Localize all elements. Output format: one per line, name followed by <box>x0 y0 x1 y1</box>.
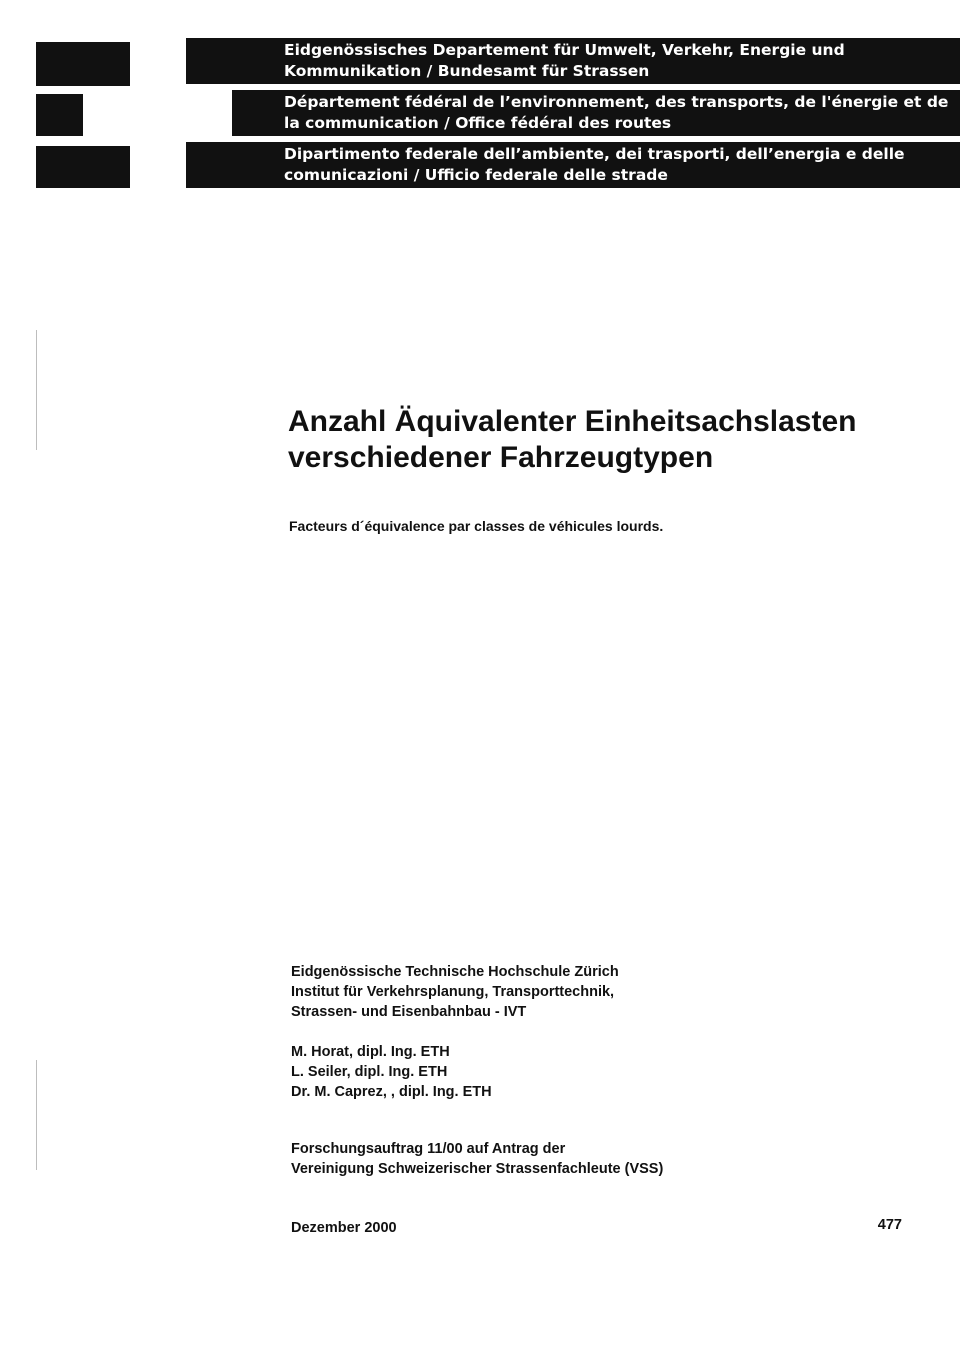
logo-block-middle <box>36 94 83 136</box>
author-name: Dr. M. Caprez, , dipl. Ing. ETH <box>291 1084 492 1100</box>
header-band-italian <box>186 142 960 188</box>
header-band-german-line2: Kommunikation / Bundesamt für Strassen <box>284 62 650 80</box>
authors-block <box>291 1042 492 1102</box>
scan-artifact-line <box>36 330 37 450</box>
logo-block-bottom <box>36 146 130 188</box>
author-name: M. Horat, dipl. Ing. ETH <box>291 1044 450 1060</box>
document-subtitle: Facteurs d´équivalence par classes de véhicules lourds. <box>289 518 664 534</box>
institution-line3: Strassen- und Eisenbahnbau - IVT <box>291 1004 527 1020</box>
publication-date: Dezember 2000 <box>291 1220 397 1236</box>
institution-line2: Institut für Verkehrsplanung, Transporttechnik, <box>291 984 615 1000</box>
institution-line1: Eidgenössische Technische Hochschule Zürich <box>291 964 619 980</box>
header-band-italian-line2: comunicazioni / Ufficio federale delle strade <box>284 166 668 184</box>
document-title-line2: verschiedener Fahrzeugtypen <box>288 441 714 474</box>
scan-artifact-line <box>36 1060 37 1170</box>
header-band-italian-line1: Dipartimento federale dell’ambiente, dei trasporti, dell’energia e delle <box>284 145 905 163</box>
research-line2: Vereinigung Schweizerischer Strassenfachleute (VSS) <box>291 1161 664 1177</box>
institution-block <box>291 962 619 1022</box>
header-band-german-line1: Eidgenössisches Departement für Umwelt, Verkehr, Energie und <box>284 41 845 59</box>
document-title <box>288 404 857 476</box>
logo-block-top <box>36 42 130 86</box>
document-title-line1: Anzahl Äquivalenter Einheitsachslasten <box>288 405 857 438</box>
header-band-french-line1: Département fédéral de l’environnement, des transports, de l'énergie et de <box>284 93 949 111</box>
research-contract-block <box>291 1139 663 1179</box>
header-band-german <box>186 38 960 84</box>
research-line1: Forschungsauftrag 11/00 auf Antrag der <box>291 1141 566 1157</box>
author-name: L. Seiler, dipl. Ing. ETH <box>291 1064 448 1080</box>
header-band-french <box>232 90 960 136</box>
header-band-french-line2: la communication / Office fédéral des routes <box>284 114 672 132</box>
report-number: 477 <box>877 1217 902 1233</box>
